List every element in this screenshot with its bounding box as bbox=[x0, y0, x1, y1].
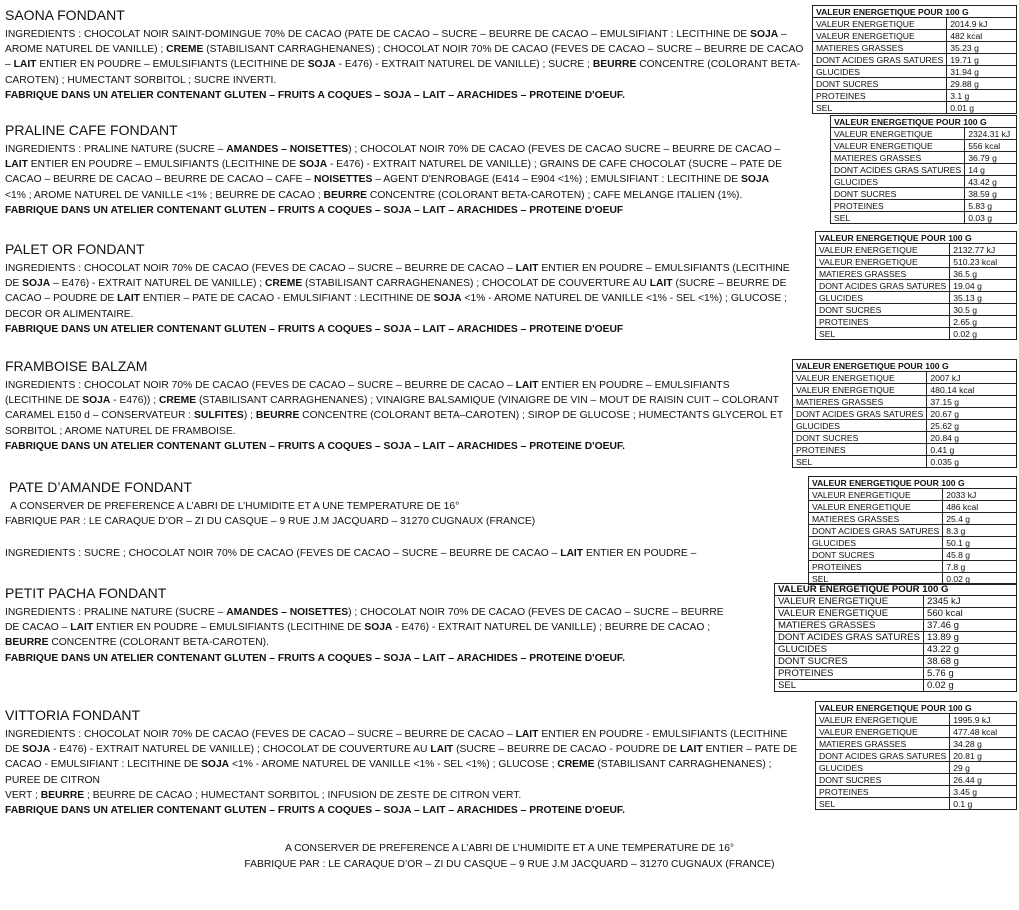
nutrient-value: 20.84 g bbox=[927, 432, 1017, 444]
nutrient-value: 50.1 g bbox=[943, 537, 1017, 549]
ingredient-text: - E476) - EXTRAIT NATUREL DE VANILLE) ; BEURRE DE CACAO ; bbox=[392, 622, 711, 634]
nutrition-row bbox=[816, 738, 1017, 750]
nutrient-label: GLUCIDES bbox=[775, 644, 924, 656]
nutrient-label: DONT ACIDES GRAS SATURES bbox=[831, 164, 965, 176]
nutrition-row bbox=[793, 372, 1017, 384]
nutrient-label: VALEUR ENERGETIQUE bbox=[809, 489, 943, 501]
ingredient-text: INGREDIENTS : PRALINE NATURE (SUCRE – bbox=[5, 144, 227, 155]
nutrient-value: 13.89 g bbox=[923, 632, 1016, 644]
ingredient-text: INGREDIENTS : CHOCOLAT NOIR SAINT-DOMINGUE 70% DE CACAO (PATE DE CACAO – SUCRE – BEURRE DE CACAO – EMULSIFIANT : LECITHINE DE bbox=[5, 29, 751, 40]
nutrition-row bbox=[813, 54, 1017, 66]
nutrient-value: 35.13 g bbox=[950, 292, 1017, 304]
nutrition-row bbox=[816, 316, 1017, 328]
nutrition-table bbox=[815, 701, 1017, 810]
nutrient-value: 30.5 g bbox=[950, 304, 1017, 316]
product-palet-or bbox=[5, 241, 795, 337]
product-title: PRALINE CAFE FONDANT bbox=[5, 122, 178, 138]
nutrient-label: VALEUR ENERGETIQUE bbox=[831, 128, 965, 140]
nutrient-label: DONT SUCRES bbox=[775, 656, 924, 668]
nutrient-value: 19.71 g bbox=[947, 54, 1017, 66]
nutrient-value: 0.02 g bbox=[943, 573, 1017, 585]
product-petit-pacha bbox=[5, 585, 740, 666]
nutrient-value: 35.23 g bbox=[947, 42, 1017, 54]
ingredient-text: – E476) - EXTRAIT NATUREL DE VANILLE) ; bbox=[50, 278, 265, 290]
nutrition-row bbox=[775, 632, 1017, 644]
allergen-word: BEURRE bbox=[5, 637, 49, 649]
nutrient-label: VALEUR ENERGETIQUE bbox=[816, 256, 950, 268]
allergen-warning: FABRIQUE DANS UN ATELIER CONTENANT GLUTEN – FRUITS A COQUES – SOJA – LAIT – ARACHIDES – PROTEINE D'OEUF. bbox=[5, 805, 625, 817]
nutrition-table bbox=[808, 476, 1017, 585]
nutrition-row bbox=[809, 561, 1017, 573]
nutrient-value: 3.45 g bbox=[950, 786, 1017, 798]
nutrient-value: 5.76 g bbox=[923, 668, 1016, 680]
maker-note: FABRIQUE PAR : LE CARAQUE D’OR – ZI DU CASQUE – 9 RUE J.M JACQUARD – 31270 CUGNAUX (FRANCE) bbox=[5, 516, 536, 528]
nutrition-row bbox=[831, 152, 1017, 164]
nutrient-value: 2324.31 kJ bbox=[965, 128, 1017, 140]
allergen-warning: FABRIQUE DANS UN ATELIER CONTENANT GLUTEN – FRUITS A COQUES – SOJA – LAIT – ARACHIDES – PROTEINE D'OEUF. bbox=[5, 652, 625, 664]
nutrient-value: 36.5 g bbox=[950, 268, 1017, 280]
ingredient-text: CONCENTRE (COLORANT BETA-CAROTEN). bbox=[48, 637, 269, 649]
nutrition-row bbox=[809, 537, 1017, 549]
nutrition-row bbox=[831, 128, 1017, 140]
product-saona bbox=[5, 7, 805, 103]
nutrition-row bbox=[813, 42, 1017, 54]
nutrition-row bbox=[816, 750, 1017, 762]
nutrient-value: 486 kcal bbox=[943, 501, 1017, 513]
ingredient-text: ; BEURRE DE CACAO ; HUMECTANT SORBITOL ; INFUSION DE ZESTE DE CITRON VERT. bbox=[84, 789, 522, 801]
ingredients bbox=[5, 142, 785, 203]
allergen-word: LAIT bbox=[430, 744, 454, 756]
allergen-word: BEURRE bbox=[255, 410, 300, 422]
nutrient-value: 0.41 g bbox=[927, 444, 1017, 456]
ingredient-text: CONCENTRE (COLORANT BETA-CAROTEN) ; HUMECTANT SORBITOL ; SUCRE INVERTI. bbox=[5, 59, 801, 86]
nutrient-value: 20.67 g bbox=[927, 408, 1017, 420]
nutrient-label: PROTEINES bbox=[816, 786, 950, 798]
nutrient-label: VALEUR ENERGETIQUE bbox=[775, 596, 924, 608]
nutrient-label: GLUCIDES bbox=[816, 762, 950, 774]
ingredient-text: (STABILISANT CARRAGHENANES) ; VINAIGRE BALSAMIQUE (VINAIGRE DE VIN – MOUT DE RAISIN CUIT – COLORANT CARAMEL E150 d – CONSERVATEUR : bbox=[5, 395, 779, 422]
nutrition-row bbox=[809, 489, 1017, 501]
nutrition-row bbox=[831, 140, 1017, 152]
nutrition-row bbox=[793, 456, 1017, 468]
nutrient-label: PROTEINES bbox=[831, 200, 965, 212]
nutrition-row bbox=[813, 78, 1017, 90]
nutrient-label: VALEUR ENERGETIQUE bbox=[813, 18, 947, 30]
nutrition-row bbox=[775, 644, 1017, 656]
allergen-word: NOISETTES bbox=[313, 174, 373, 186]
nutrient-label: MATIERES GRASSES bbox=[816, 738, 950, 750]
nutrient-label: DONT ACIDES GRAS SATURES bbox=[809, 525, 943, 537]
ingredient-text: - E476) - EXTRAIT NATUREL DE VANILLE) ; GRAINS DE CAFE CHOCOLAT (SUCRE – PATE DE CACAO – BEURRE DE CACAO – BEURRE DE CACAO – CAFE – bbox=[5, 159, 783, 186]
nutrient-label: DONT SUCRES bbox=[793, 432, 927, 444]
product-pate-amande bbox=[5, 479, 785, 562]
allergen-word: AMANDES – NOISETTES bbox=[226, 607, 349, 618]
allergen-word: LAIT bbox=[679, 744, 703, 756]
nutrition-row bbox=[809, 501, 1017, 513]
allergen-word: LAIT bbox=[515, 380, 539, 391]
nutrient-value: 25.4 g bbox=[943, 513, 1017, 525]
ingredient-text: ENTIER – PATE DE CACAO - EMULSIFIANT : LECITHINE DE bbox=[140, 293, 434, 305]
allergen-word: LAIT bbox=[515, 729, 539, 740]
allergen-word: CREME bbox=[265, 278, 303, 290]
nutrition-row bbox=[775, 668, 1017, 680]
nutrient-value: 36.79 g bbox=[965, 152, 1017, 164]
nutrition-row bbox=[813, 90, 1017, 102]
nutrient-label: DONT SUCRES bbox=[831, 188, 965, 200]
nutrient-label: GLUCIDES bbox=[816, 292, 950, 304]
nutrient-label: PROTEINES bbox=[813, 90, 947, 102]
allergen-word: LAIT bbox=[560, 548, 584, 560]
nutrition-table bbox=[815, 231, 1017, 340]
nutrient-label: SEL bbox=[816, 328, 950, 340]
nutrient-label: MATIERES GRASSES bbox=[816, 268, 950, 280]
ingredient-text: - E476) - EXTRAIT NATUREL DE VANILLE) ; SUCRE ; bbox=[335, 59, 593, 71]
nutrient-value: 2345 kJ bbox=[923, 596, 1016, 608]
product-title: SAONA FONDANT bbox=[5, 7, 125, 23]
nutrient-label: DONT ACIDES GRAS SATURES bbox=[793, 408, 927, 420]
ingredients bbox=[5, 727, 800, 803]
nutrition-row bbox=[816, 714, 1017, 726]
allergen-word: SOJA bbox=[433, 293, 462, 305]
nutrient-value: 2132.77 kJ bbox=[950, 244, 1017, 256]
product-title: PATE D’AMANDE FONDANT bbox=[5, 479, 192, 495]
footer bbox=[0, 841, 1019, 872]
allergen-warning: FABRIQUE DANS UN ATELIER CONTENANT GLUTEN – FRUITS A COQUES – SOJA – LAIT – ARACHIDES – PROTEINE D'OEUF. bbox=[5, 440, 625, 452]
nutrient-label: SEL bbox=[793, 456, 927, 468]
ingredient-text: - E476)) ; bbox=[110, 395, 159, 407]
nutrient-value: 480.14 kcal bbox=[927, 384, 1017, 396]
ingredient-text: ENTIER EN POUDRE – EMULSIFIANTS (LECITHINE DE bbox=[27, 159, 300, 171]
nutrient-value: 2.65 g bbox=[950, 316, 1017, 328]
nutrient-label: DONT SUCRES bbox=[813, 78, 947, 90]
ingredient-text: CONCENTRE (COLORANT BETA–CAROTEN) ; SIROP DE GLUCOSE ; HUMECTANTS GLYCEROL ET SORBITOL ; AROME NATUREL DE FRAMBOISE. bbox=[5, 410, 783, 437]
ingredient-text: ENTIER EN POUDRE – EMULSIFIANTS (LECITHINE DE bbox=[5, 263, 790, 290]
ingredient-text: ENTIER EN POUDRE – EMULSIFIANTS (LECITHINE DE bbox=[5, 380, 730, 407]
nutrient-label: SEL bbox=[816, 798, 950, 810]
ingredient-text: INGREDIENTS : CHOCOLAT NOIR 70% DE CACAO (FEVES DE CACAO – SUCRE – BEURRE DE CACAO – bbox=[5, 380, 516, 391]
nutrient-label: VALEUR ENERGETIQUE bbox=[816, 714, 950, 726]
allergen-word: SOJA bbox=[82, 395, 111, 407]
ingredient-text: (SUCRE – BEURRE DE CACAO - POUDRE DE bbox=[453, 744, 680, 756]
ingredient-text: – AGENT D'ENROBAGE (E414 – E904 <1%) ; EMULSIFIANT : LECITHINE DE bbox=[372, 174, 742, 186]
nutrient-value: 43.22 g bbox=[923, 644, 1016, 656]
allergen-word: LAIT bbox=[13, 59, 37, 71]
storage-note: A CONSERVER DE PREFERENCE A L’ABRI DE L’HUMIDITE ET A UNE TEMPERATURE DE 16° bbox=[284, 843, 735, 854]
allergen-word: CREME bbox=[557, 759, 595, 771]
allergen-warning: FABRIQUE DANS UN ATELIER CONTENANT GLUTEN – FRUITS A COQUES – SOJA – LAIT – ARACHIDES – PROTEINE D'OEUF. bbox=[5, 89, 625, 101]
nutrient-label: VALEUR ENERGETIQUE bbox=[793, 384, 927, 396]
allergen-word: BEURRE bbox=[592, 59, 637, 71]
nutrient-label: VALEUR ENERGETIQUE bbox=[831, 140, 965, 152]
nutrient-value: 477.48 kcal bbox=[950, 726, 1017, 738]
nutrition-header: VALEUR ENERGETIQUE POUR 100 G bbox=[793, 360, 1017, 372]
ingredient-text: - E476) - EXTRAIT NATUREL DE VANILLE) ; CHOCOLAT DE COUVERTURE AU bbox=[50, 744, 431, 756]
ingredient-text: – AROME NATUREL DE VANILLE) ; bbox=[5, 29, 787, 56]
nutrition-row bbox=[831, 164, 1017, 176]
nutrient-label: SEL bbox=[809, 573, 943, 585]
nutrient-value: 1995.9 kJ bbox=[950, 714, 1017, 726]
ingredient-text: (STABILISANT CARRAGHENANES) ; CHOCOLAT DE COUVERTURE AU bbox=[302, 278, 650, 290]
nutrition-header: VALEUR ENERGETIQUE POUR 100 G bbox=[809, 477, 1017, 489]
ingredient-text: <1% - AROME NATUREL DE VANILLE <1% - SEL <1%) ; GLUCOSE ; DECOR OR ALIMENTAIRE. bbox=[5, 293, 787, 320]
ingredient-text: ENTIER EN POUDRE – EMULSIFIANTS (LECITHINE DE bbox=[36, 59, 308, 71]
allergen-word: SOJA bbox=[22, 278, 51, 290]
nutrient-value: 38.68 g bbox=[923, 656, 1016, 668]
nutrition-header: VALEUR ENERGETIQUE POUR 100 G bbox=[813, 6, 1017, 18]
nutrient-label: DONT SUCRES bbox=[816, 304, 950, 316]
nutrient-label: VALEUR ENERGETIQUE bbox=[813, 30, 947, 42]
nutrient-label: VALEUR ENERGETIQUE bbox=[809, 501, 943, 513]
allergen-word: SOJA bbox=[364, 622, 393, 634]
nutrient-label: MATIERES GRASSES bbox=[809, 513, 943, 525]
allergen-word: SULFITES bbox=[194, 410, 244, 422]
nutrition-row bbox=[813, 30, 1017, 42]
ingredient-text: <1% - AROME NATUREL DE VANILLE <1% - SEL <1%) ; GLUCOSE ; bbox=[229, 759, 558, 771]
nutrient-value: 556 kcal bbox=[965, 140, 1017, 152]
ingredients bbox=[5, 27, 805, 88]
ingredient-text: (STABILISANT CARRAGHENANES) ; CHOCOLAT NOIR 70% DE CACAO (FEVES DE CACAO – SUCRE – BEURRE DE CACAO – bbox=[5, 44, 804, 71]
nutrition-row bbox=[831, 200, 1017, 212]
ingredient-text: ) ; CHOCOLAT NOIR 70% DE CACAO (FEVES DE CACAO – SUCRE – BEURRE DE CACAO – bbox=[5, 607, 724, 634]
ingredient-text: INGREDIENTS : SUCRE ; CHOCOLAT NOIR 70% DE CACAO (FEVES DE CACAO – SUCRE – BEURRE DE CACAO – bbox=[5, 548, 561, 560]
allergen-word: SOJA bbox=[307, 59, 336, 71]
nutrient-value: 2007 kJ bbox=[927, 372, 1017, 384]
nutrient-label: SEL bbox=[775, 680, 924, 692]
allergen-word: LAIT bbox=[515, 263, 539, 274]
nutrient-value: 43.42 g bbox=[965, 176, 1017, 188]
nutrition-row bbox=[816, 726, 1017, 738]
nutrient-label: PROTEINES bbox=[816, 316, 950, 328]
nutrient-value: 29.88 g bbox=[947, 78, 1017, 90]
allergen-word: CREME bbox=[166, 44, 204, 56]
nutrition-header: VALEUR ENERGETIQUE POUR 100 G bbox=[816, 702, 1017, 714]
nutrient-value: 5.83 g bbox=[965, 200, 1017, 212]
ingredient-text: INGREDIENTS : CHOCOLAT NOIR 70% DE CACAO (FEVES DE CACAO – SUCRE – BEURRE DE CACAO – bbox=[5, 263, 516, 274]
allergen-word: CREME bbox=[158, 395, 197, 407]
product-framboise-balzam bbox=[5, 358, 783, 454]
nutrient-value: 482 kcal bbox=[947, 30, 1017, 42]
nutrient-label: PROTEINES bbox=[793, 444, 927, 456]
nutrition-row bbox=[816, 774, 1017, 786]
ingredients bbox=[5, 605, 740, 651]
nutrient-label: DONT ACIDES GRAS SATURES bbox=[775, 632, 924, 644]
nutrient-label: MATIERES GRASSES bbox=[813, 42, 947, 54]
nutrient-value: 7.8 g bbox=[943, 561, 1017, 573]
nutrient-value: 0.035 g bbox=[927, 456, 1017, 468]
nutrition-row bbox=[816, 256, 1017, 268]
allergen-word: SOJA bbox=[741, 174, 770, 186]
nutrition-row bbox=[809, 525, 1017, 537]
allergen-warning: FABRIQUE DANS UN ATELIER CONTENANT GLUTEN – FRUITS A COQUES – SOJA – LAIT – ARACHIDES – PROTEINE D'OEUF bbox=[5, 323, 624, 335]
nutrient-value: 8.3 g bbox=[943, 525, 1017, 537]
nutrition-row bbox=[816, 304, 1017, 316]
product-vittoria bbox=[5, 707, 800, 818]
nutrition-row bbox=[816, 280, 1017, 292]
nutrient-label: GLUCIDES bbox=[793, 420, 927, 432]
nutrition-row bbox=[793, 384, 1017, 396]
storage-note: A CONSERVER DE PREFERENCE A L’ABRI DE L’HUMIDITE ET A UNE TEMPERATURE DE 16° bbox=[5, 501, 460, 512]
allergen-word: LAIT bbox=[5, 159, 28, 171]
nutrient-value: 2033 kJ bbox=[943, 489, 1017, 501]
nutrient-value: 25.62 g bbox=[927, 420, 1017, 432]
nutrient-label: SEL bbox=[813, 102, 947, 114]
nutrition-row bbox=[816, 786, 1017, 798]
nutrient-label: DONT ACIDES GRAS SATURES bbox=[816, 750, 950, 762]
nutrition-row bbox=[813, 102, 1017, 114]
nutrition-row bbox=[775, 596, 1017, 608]
ingredient-text: (SUCRE – BEURRE DE CACAO – POUDRE DE bbox=[5, 278, 787, 305]
nutrient-label: GLUCIDES bbox=[813, 66, 947, 78]
nutrient-label: PROTEINES bbox=[775, 668, 924, 680]
nutrition-table bbox=[830, 115, 1017, 224]
allergen-word: SOJA bbox=[299, 159, 328, 171]
nutrition-header: VALEUR ENERGETIQUE POUR 100 G bbox=[831, 116, 1017, 128]
nutrient-value: 29 g bbox=[950, 762, 1017, 774]
allergen-word: LAIT bbox=[70, 622, 94, 634]
nutrient-value: 0.01 g bbox=[947, 102, 1017, 114]
nutrition-row bbox=[775, 608, 1017, 620]
nutrition-row bbox=[775, 620, 1017, 632]
allergen-word: BEURRE bbox=[323, 189, 368, 201]
nutrition-row bbox=[816, 762, 1017, 774]
ingredient-text: ENTIER – PATE DE CACAO - EMULSIFIANT : LECITHINE DE bbox=[5, 744, 798, 771]
nutrition-row bbox=[813, 66, 1017, 78]
nutrient-value: 37.15 g bbox=[927, 396, 1017, 408]
ingredient-text: CONCENTRE (COLORANT BETA-CAROTEN) ; CAFE MELANGE ITALIEN (1%). bbox=[367, 189, 743, 201]
nutrition-row bbox=[793, 408, 1017, 420]
nutrient-label: MATIERES GRASSES bbox=[793, 396, 927, 408]
nutrient-value: 20.81 g bbox=[950, 750, 1017, 762]
allergen-word: LAIT bbox=[117, 293, 141, 305]
ingredients bbox=[5, 261, 795, 322]
allergen-word: LAIT bbox=[649, 278, 673, 290]
nutrient-value: 2014.9 kJ bbox=[947, 18, 1017, 30]
nutrient-value: 26.44 g bbox=[950, 774, 1017, 786]
nutrition-row bbox=[831, 188, 1017, 200]
nutrient-label: MATIERES GRASSES bbox=[775, 620, 924, 632]
allergen-word: SOJA bbox=[201, 759, 230, 771]
allergen-word: AMANDES – NOISETTES bbox=[226, 144, 349, 155]
nutrient-label: DONT SUCRES bbox=[809, 549, 943, 561]
nutrient-label: DONT SUCRES bbox=[816, 774, 950, 786]
ingredient-text: ENTIER EN POUDRE – EMULSIFIANTS (LECITHINE DE bbox=[93, 622, 365, 634]
nutrient-label: VALEUR ENERGETIQUE bbox=[793, 372, 927, 384]
nutrient-label: VALEUR ENERGETIQUE bbox=[775, 608, 924, 620]
ingredient-text: VERT ; bbox=[5, 789, 41, 801]
allergen-warning: FABRIQUE DANS UN ATELIER CONTENANT GLUTEN – FRUITS A COQUES – SOJA – LAIT – ARACHIDES – PROTEINE D'OEUF bbox=[5, 204, 624, 216]
ingredient-text: (STABILISANT CARRAGHENANES) ; PUREE DE CITRON bbox=[5, 759, 772, 786]
nutrient-value: 38.59 g bbox=[965, 188, 1017, 200]
nutrient-value: 45.8 g bbox=[943, 549, 1017, 561]
nutrient-label: DONT ACIDES GRAS SATURES bbox=[813, 54, 947, 66]
nutrition-row bbox=[809, 513, 1017, 525]
ingredient-text: INGREDIENTS : CHOCOLAT NOIR 70% DE CACAO (FEVES DE CACAO – SUCRE – BEURRE DE CACAO – bbox=[5, 729, 516, 740]
nutrition-row bbox=[809, 549, 1017, 561]
nutrition-row bbox=[816, 268, 1017, 280]
nutrition-row bbox=[793, 432, 1017, 444]
nutrient-value: 0.02 g bbox=[950, 328, 1017, 340]
ingredient-text: ) ; CHOCOLAT NOIR 70% DE CACAO (FEVES DE CACAO SUCRE – BEURRE DE CACAO – bbox=[348, 144, 781, 155]
ingredients bbox=[5, 546, 785, 561]
nutrition-row bbox=[831, 176, 1017, 188]
nutrient-label: SEL bbox=[831, 212, 965, 224]
nutrient-label: GLUCIDES bbox=[831, 176, 965, 188]
nutrition-row bbox=[793, 396, 1017, 408]
ingredient-text: ) ; bbox=[243, 410, 256, 422]
nutrition-row bbox=[775, 680, 1017, 692]
nutrition-row bbox=[816, 292, 1017, 304]
nutrient-value: 34.28 g bbox=[950, 738, 1017, 750]
ingredient-text: <1% ; AROME NATUREL DE VANILLE <1% ; BEURRE DE CACAO ; bbox=[5, 189, 324, 201]
product-praline-cafe bbox=[5, 122, 785, 218]
nutrient-value: 19.04 g bbox=[950, 280, 1017, 292]
nutrient-value: 560 kcal bbox=[923, 608, 1016, 620]
nutrition-row bbox=[831, 212, 1017, 224]
product-title: FRAMBOISE BALZAM bbox=[5, 358, 148, 374]
allergen-word: SOJA bbox=[750, 29, 779, 40]
product-title: PALET OR FONDANT bbox=[5, 241, 145, 257]
ingredient-text: INGREDIENTS : PRALINE NATURE (SUCRE – bbox=[5, 607, 227, 618]
allergen-word: SOJA bbox=[22, 744, 51, 756]
nutrient-value: 0.02 g bbox=[923, 680, 1016, 692]
nutrient-value: 31.94 g bbox=[947, 66, 1017, 78]
nutrition-row bbox=[793, 420, 1017, 432]
nutrition-header: VALEUR ENERGETIQUE POUR 100 G bbox=[775, 584, 1017, 596]
allergen-word: BEURRE bbox=[40, 789, 85, 801]
product-title: PETIT PACHA FONDANT bbox=[5, 585, 167, 601]
nutrient-value: 0.1 g bbox=[950, 798, 1017, 810]
nutrition-header: VALEUR ENERGETIQUE POUR 100 G bbox=[816, 232, 1017, 244]
nutrition-row bbox=[775, 656, 1017, 668]
nutrient-value: 3.1 g bbox=[947, 90, 1017, 102]
nutrient-label: MATIERES GRASSES bbox=[831, 152, 965, 164]
nutrient-label: PROTEINES bbox=[809, 561, 943, 573]
nutrition-table bbox=[812, 5, 1017, 114]
nutrition-row bbox=[793, 444, 1017, 456]
ingredients bbox=[5, 378, 783, 439]
nutrient-value: 14 g bbox=[965, 164, 1017, 176]
nutrition-table bbox=[792, 359, 1017, 468]
ingredient-text: ENTIER EN POUDRE - EMULSIFIANTS (LECITHINE DE bbox=[5, 729, 788, 756]
nutrient-label: VALEUR ENERGETIQUE bbox=[816, 726, 950, 738]
nutrition-row bbox=[816, 328, 1017, 340]
nutrition-row bbox=[816, 798, 1017, 810]
maker-note: FABRIQUE PAR : LE CARAQUE D’OR – ZI DU CASQUE – 9 RUE J.M JACQUARD – 31270 CUGNAUX (FRANCE) bbox=[244, 858, 775, 870]
nutrition-row bbox=[813, 18, 1017, 30]
nutrient-label: VALEUR ENERGETIQUE bbox=[816, 244, 950, 256]
nutrient-label: DONT ACIDES GRAS SATURES bbox=[816, 280, 950, 292]
product-title: VITTORIA FONDANT bbox=[5, 707, 141, 723]
nutrient-value: 37.46 g bbox=[923, 620, 1016, 632]
nutrition-row bbox=[816, 244, 1017, 256]
ingredient-text: ENTIER EN POUDRE – bbox=[583, 548, 697, 560]
nutrition-table bbox=[774, 583, 1017, 692]
nutrient-label: GLUCIDES bbox=[809, 537, 943, 549]
nutrient-value: 0.03 g bbox=[965, 212, 1017, 224]
nutrient-value: 510.23 kcal bbox=[950, 256, 1017, 268]
